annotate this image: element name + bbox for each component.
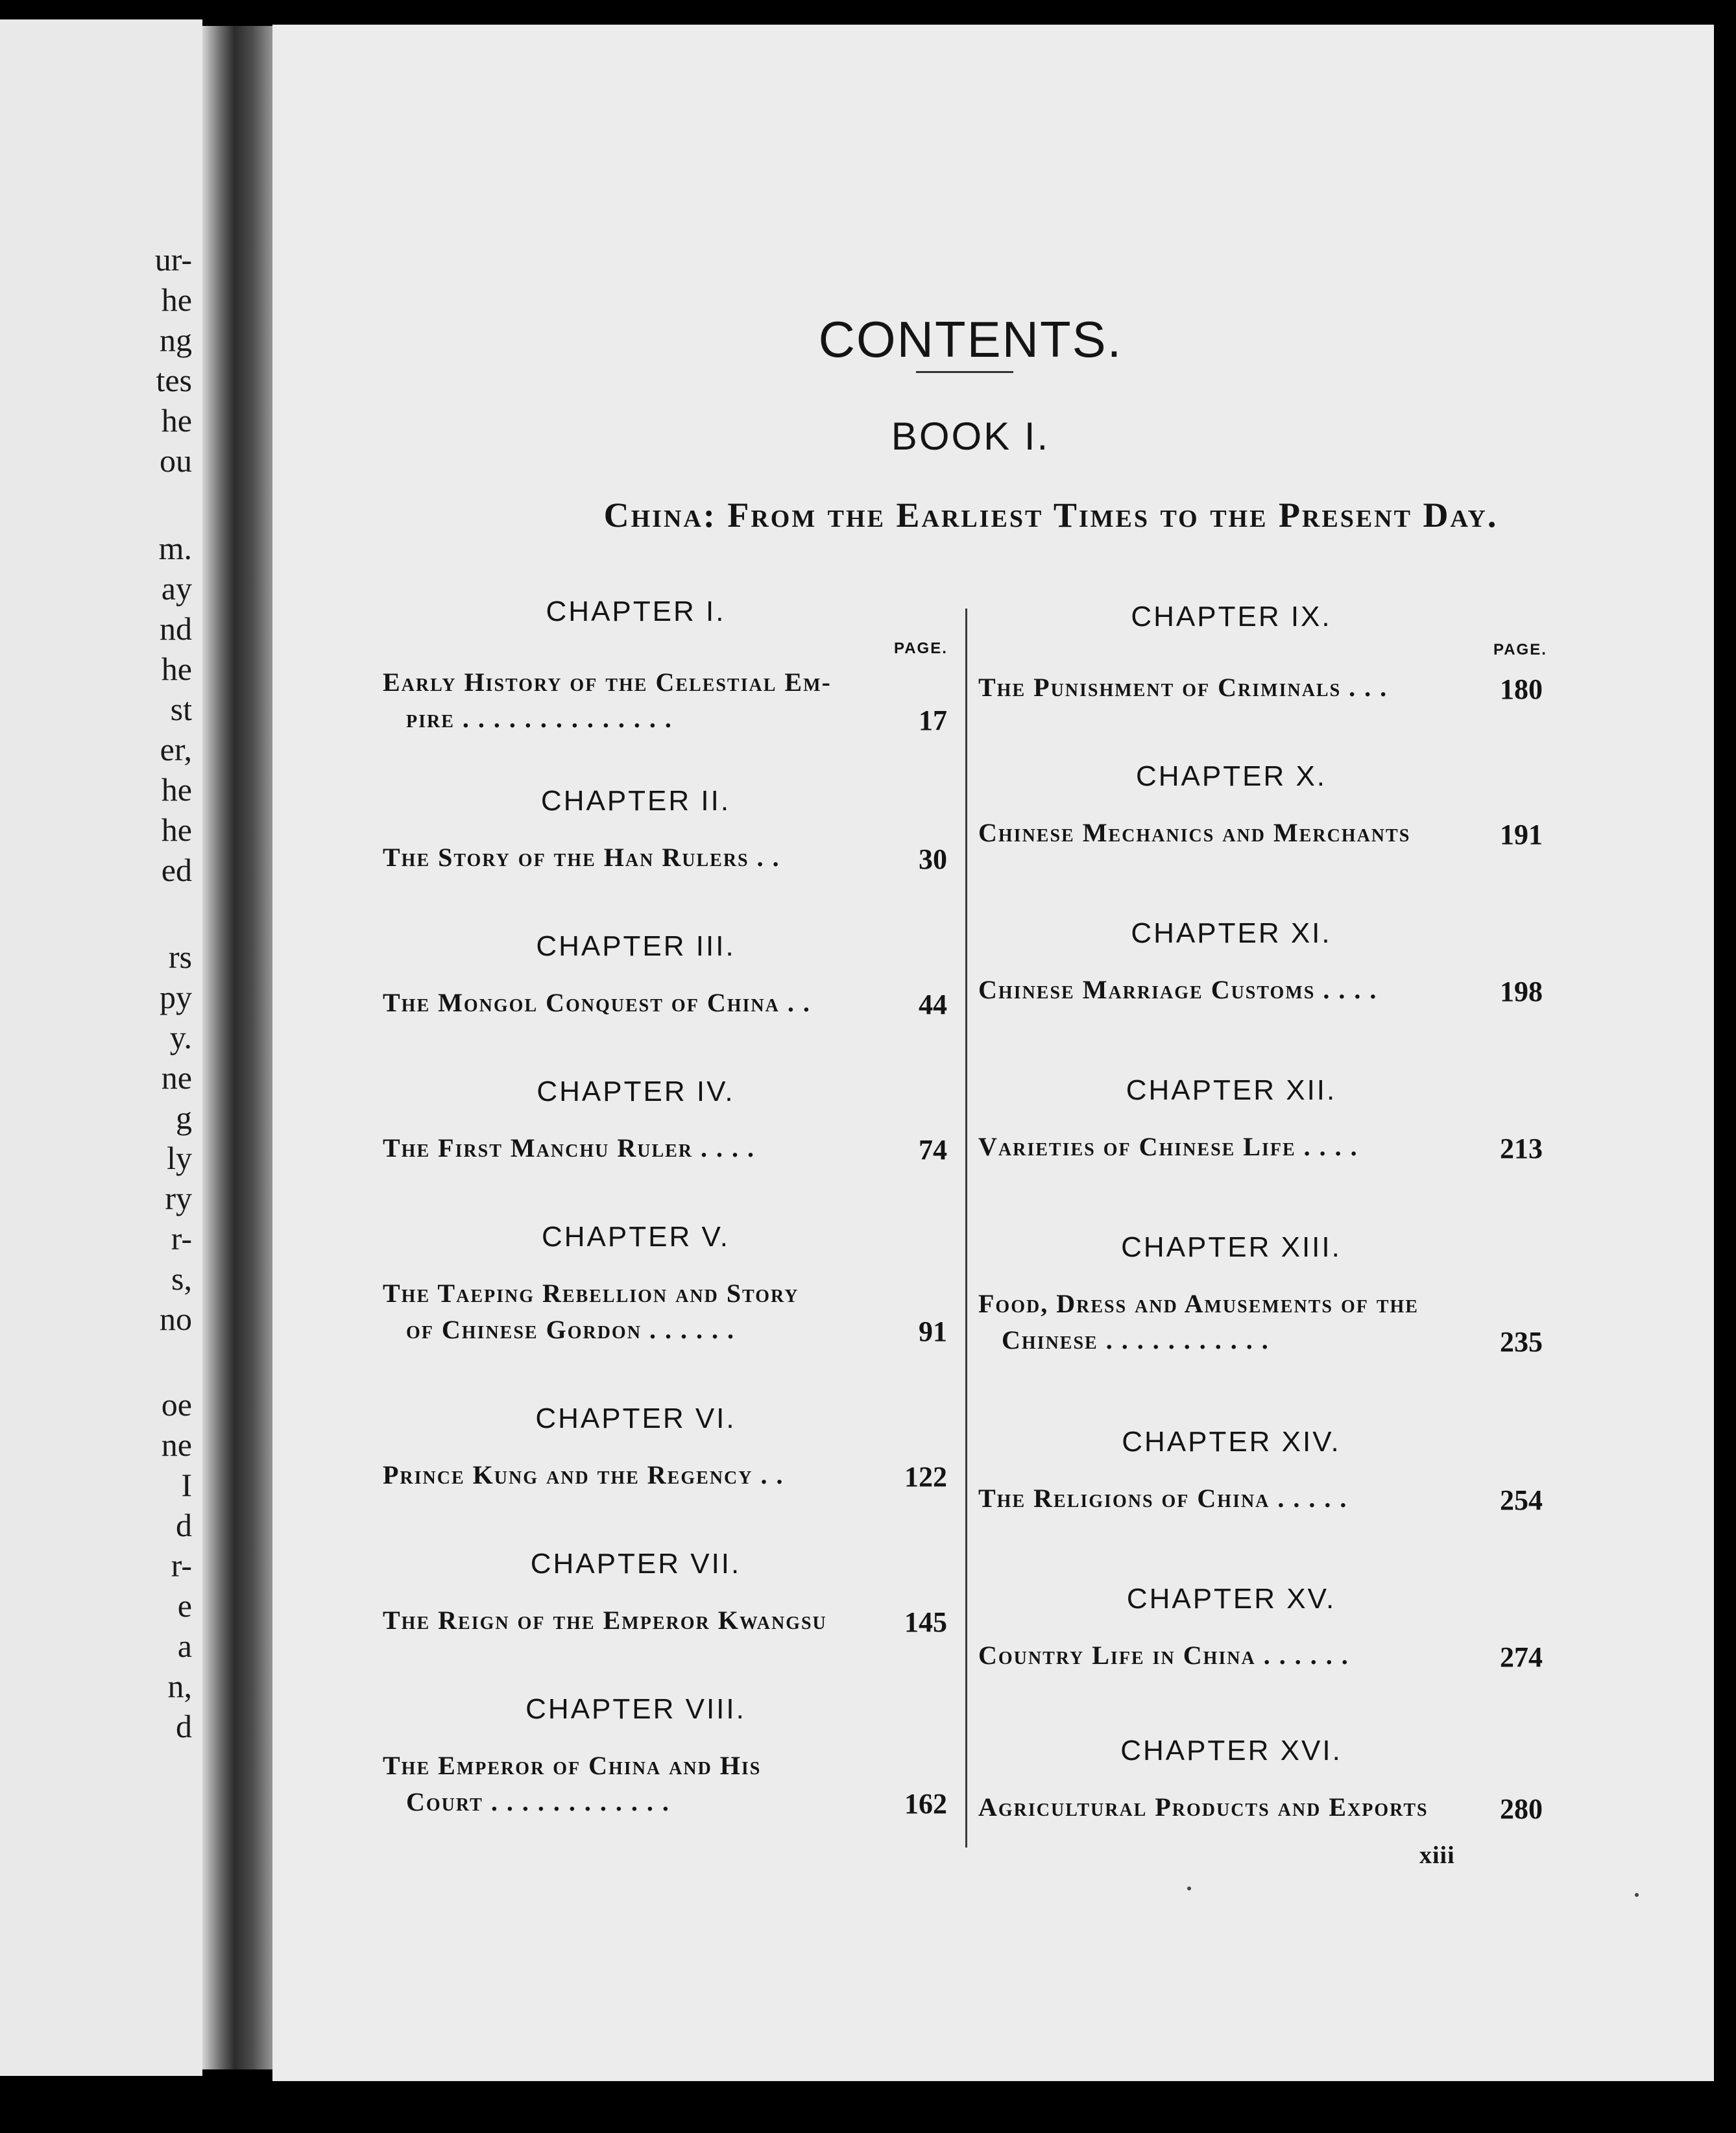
- book-heading: BOOK I.: [891, 415, 1050, 458]
- facing-page-fragment: tes: [156, 362, 192, 398]
- facing-page-fragment: nd: [160, 610, 192, 647]
- facing-page-fragment: ne: [161, 1427, 192, 1463]
- chapter-heading: CHAPTER XVI.: [1120, 1735, 1342, 1766]
- book-subtitle: China: From the Earliest Times to the Present Day.: [603, 496, 1499, 535]
- toc-entry[interactable]: Country Life in China ...... 274: [978, 1641, 1543, 1673]
- facing-page-fragment: r-: [171, 1220, 192, 1257]
- facing-page-fragment: a: [177, 1628, 192, 1664]
- book-gutter: [202, 26, 274, 2069]
- entry-title-continued: Chinese: [1002, 1325, 1098, 1355]
- chapter-entry: [383, 785, 947, 876]
- toc-entry[interactable]: The Story of the Han Rulers .. 30: [383, 843, 947, 875]
- chapter-heading: CHAPTER XII.: [1126, 1074, 1337, 1106]
- page-number: 180: [1500, 673, 1543, 705]
- chapter-heading: CHAPTER V.: [541, 1221, 730, 1253]
- facing-page-fragment: s,: [171, 1260, 192, 1297]
- entry-title: Early History of the Celestial Em-: [383, 668, 832, 697]
- page-number: 145: [904, 1606, 947, 1638]
- chapter-heading: CHAPTER XIII.: [1121, 1231, 1342, 1263]
- page-number: 30: [919, 843, 947, 875]
- facing-page-fragment: er,: [160, 731, 192, 767]
- facing-page-fragment: ur-: [154, 241, 192, 278]
- chapter-entry: [383, 1548, 947, 1639]
- toc-entry[interactable]: Varieties of Chinese Life .... 213: [978, 1132, 1543, 1164]
- chapter-heading: CHAPTER IX.: [1131, 601, 1332, 633]
- entry-title: The Taeping Rebellion and Story: [383, 1279, 799, 1308]
- entry-title: The Story of the Han Rulers: [383, 843, 749, 872]
- entry-title: Prince Kung and the Regency: [383, 1460, 753, 1489]
- chapter-heading: CHAPTER III.: [536, 930, 736, 962]
- facing-page-fragment: ly: [167, 1140, 192, 1176]
- page-column-label: PAGE.: [894, 640, 948, 657]
- facing-page-fragment: st: [170, 691, 192, 727]
- entry-title: The Reign of the Emperor Kwangsu: [383, 1606, 827, 1635]
- title-rule: [916, 371, 1013, 373]
- facing-page-fragment: y.: [169, 1019, 192, 1055]
- chapter-heading: CHAPTER VI.: [535, 1403, 736, 1434]
- page-number: 274: [1500, 1641, 1543, 1673]
- page-number: 191: [1500, 819, 1543, 850]
- facing-page-fragment: n,: [167, 1668, 192, 1704]
- facing-page-fragment: ne: [161, 1059, 192, 1096]
- chapter-heading: CHAPTER IV.: [536, 1076, 735, 1107]
- facing-page-fragment: ng: [160, 322, 192, 358]
- column-divider: [965, 609, 967, 1848]
- toc-entry[interactable]: Chinese Marriage Customs .... 198: [978, 975, 1543, 1007]
- page-number: 91: [919, 1316, 947, 1347]
- entry-title: Country Life in China: [978, 1641, 1256, 1670]
- toc-entry[interactable]: The Religions of China ..... 254: [978, 1484, 1543, 1516]
- page-number: 17: [919, 705, 947, 736]
- page-title: CONTENTS.: [818, 311, 1123, 368]
- entry-title: The Emperor of China and His: [383, 1751, 762, 1780]
- entry-title: Chinese Marriage Customs: [978, 975, 1316, 1004]
- facing-page-fragment: ry: [165, 1180, 192, 1216]
- toc-entry[interactable]: The Mongol Conquest of China .. 44: [383, 988, 947, 1020]
- page-number: 198: [1500, 976, 1543, 1007]
- toc-entry[interactable]: [978, 1789, 1543, 1826]
- facing-page-fragment: he: [161, 771, 192, 808]
- facing-page: [0, 19, 202, 2076]
- chapter-entry: [383, 1403, 947, 1493]
- toc-entry[interactable]: The Taeping Rebellion and Story of Chinese Gordon ...... 91: [383, 1275, 947, 1348]
- chapter-entry: [978, 1426, 1543, 1517]
- page-folio: xiii: [1419, 1842, 1455, 1869]
- toc-entry[interactable]: The First Manchu Ruler .... 74: [383, 1133, 947, 1166]
- chapter-entry: [383, 596, 947, 737]
- facing-page-fragment: e: [177, 1587, 192, 1624]
- chapter-entry: [383, 1693, 947, 1820]
- chapter-entry: [383, 1221, 947, 1348]
- facing-page-fragment: ed: [161, 852, 192, 888]
- facing-page-fragment: he: [161, 812, 192, 848]
- facing-page-fragment: g: [176, 1100, 192, 1136]
- facing-page-fragment: m.: [158, 530, 192, 566]
- entry-title: The First Manchu Ruler: [383, 1133, 693, 1163]
- facing-page-fragment: oe: [161, 1386, 192, 1423]
- page-column-label: PAGE.: [1493, 641, 1547, 658]
- entry-title-continued: pire: [406, 704, 455, 733]
- chapter-heading: CHAPTER I.: [546, 596, 726, 627]
- page-number: 44: [919, 989, 947, 1020]
- chapter-heading: CHAPTER XV.: [1126, 1583, 1336, 1615]
- page-number: 235: [1500, 1326, 1543, 1358]
- facing-page-fragment: he: [161, 402, 192, 439]
- page-number: 122: [904, 1461, 947, 1493]
- chapter-entry: [978, 601, 1543, 706]
- toc-entry[interactable]: Prince Kung and the Regency .. 122: [383, 1460, 947, 1493]
- chapter-heading: CHAPTER II.: [540, 785, 731, 817]
- chapter-heading: CHAPTER VIII.: [525, 1693, 746, 1725]
- page-number: 213: [1500, 1133, 1543, 1164]
- entry-title: Chinese Mechanics and Merchants: [978, 818, 1411, 847]
- toc-entry[interactable]: Early History of the Celestial Em- pire .............. 17: [383, 664, 947, 737]
- facing-page-fragment: no: [160, 1301, 192, 1337]
- chapter-entry: [978, 1735, 1543, 1826]
- page-number: 254: [1500, 1484, 1543, 1516]
- facing-page-fragment: py: [160, 979, 192, 1015]
- facing-page-fragment: d: [176, 1507, 192, 1543]
- chapter-heading: CHAPTER X.: [1135, 760, 1327, 792]
- facing-page-fragment: he: [161, 282, 192, 318]
- entry-title-continued: of Chinese Gordon: [406, 1315, 642, 1344]
- facing-page-fragment: rs: [168, 939, 192, 975]
- page-number: 162: [904, 1788, 947, 1820]
- chapter-heading: CHAPTER XIV.: [1122, 1426, 1341, 1458]
- chapter-heading: CHAPTER VII.: [530, 1548, 741, 1580]
- chapter-entry: [978, 760, 1543, 851]
- facing-page-fragment: ou: [160, 442, 192, 479]
- entry-title: The Religions of China: [978, 1484, 1270, 1513]
- entry-title: Agricultural Products and Exports: [978, 1792, 1429, 1822]
- page-number: 280: [1500, 1793, 1543, 1825]
- facing-page-fragment: ay: [161, 570, 192, 607]
- contents-page: [272, 25, 1714, 2081]
- facing-page-fragment: d: [176, 1708, 192, 1744]
- page-number: 74: [919, 1134, 947, 1166]
- entry-title: The Punishment of Criminals: [978, 673, 1342, 702]
- toc-entry[interactable]: [383, 1602, 947, 1639]
- facing-page-fragment: I: [181, 1467, 192, 1503]
- toc-entry[interactable]: Food, Dress and Amusements of the Chinese ........... 235: [978, 1286, 1543, 1358]
- chapter-entry: [978, 1583, 1543, 1674]
- chapter-heading: CHAPTER XI.: [1131, 917, 1332, 949]
- facing-page-fragment: he: [161, 651, 192, 687]
- toc-entry[interactable]: [978, 815, 1543, 851]
- entry-title: Food, Dress and Amusements of the: [978, 1289, 1419, 1318]
- facing-page-fragment: r-: [171, 1547, 192, 1584]
- ink-speck: [1635, 1893, 1639, 1897]
- chapter-entry: [978, 1231, 1543, 1358]
- chapter-entry: [383, 930, 947, 1021]
- toc-entry[interactable]: The Punishment of Criminals ... 180: [978, 673, 1543, 705]
- entry-title: Varieties of Chinese Life: [978, 1132, 1296, 1161]
- chapter-entry: [978, 917, 1543, 1008]
- chapter-entry: [978, 1074, 1543, 1165]
- chapter-entry: [383, 1076, 947, 1166]
- entry-title-continued: Court: [406, 1787, 483, 1816]
- toc-entry[interactable]: The Emperor of China and His Court ............ 162: [383, 1748, 947, 1820]
- ink-speck: [1187, 1886, 1191, 1890]
- entry-title: The Mongol Conquest of China: [383, 988, 780, 1017]
